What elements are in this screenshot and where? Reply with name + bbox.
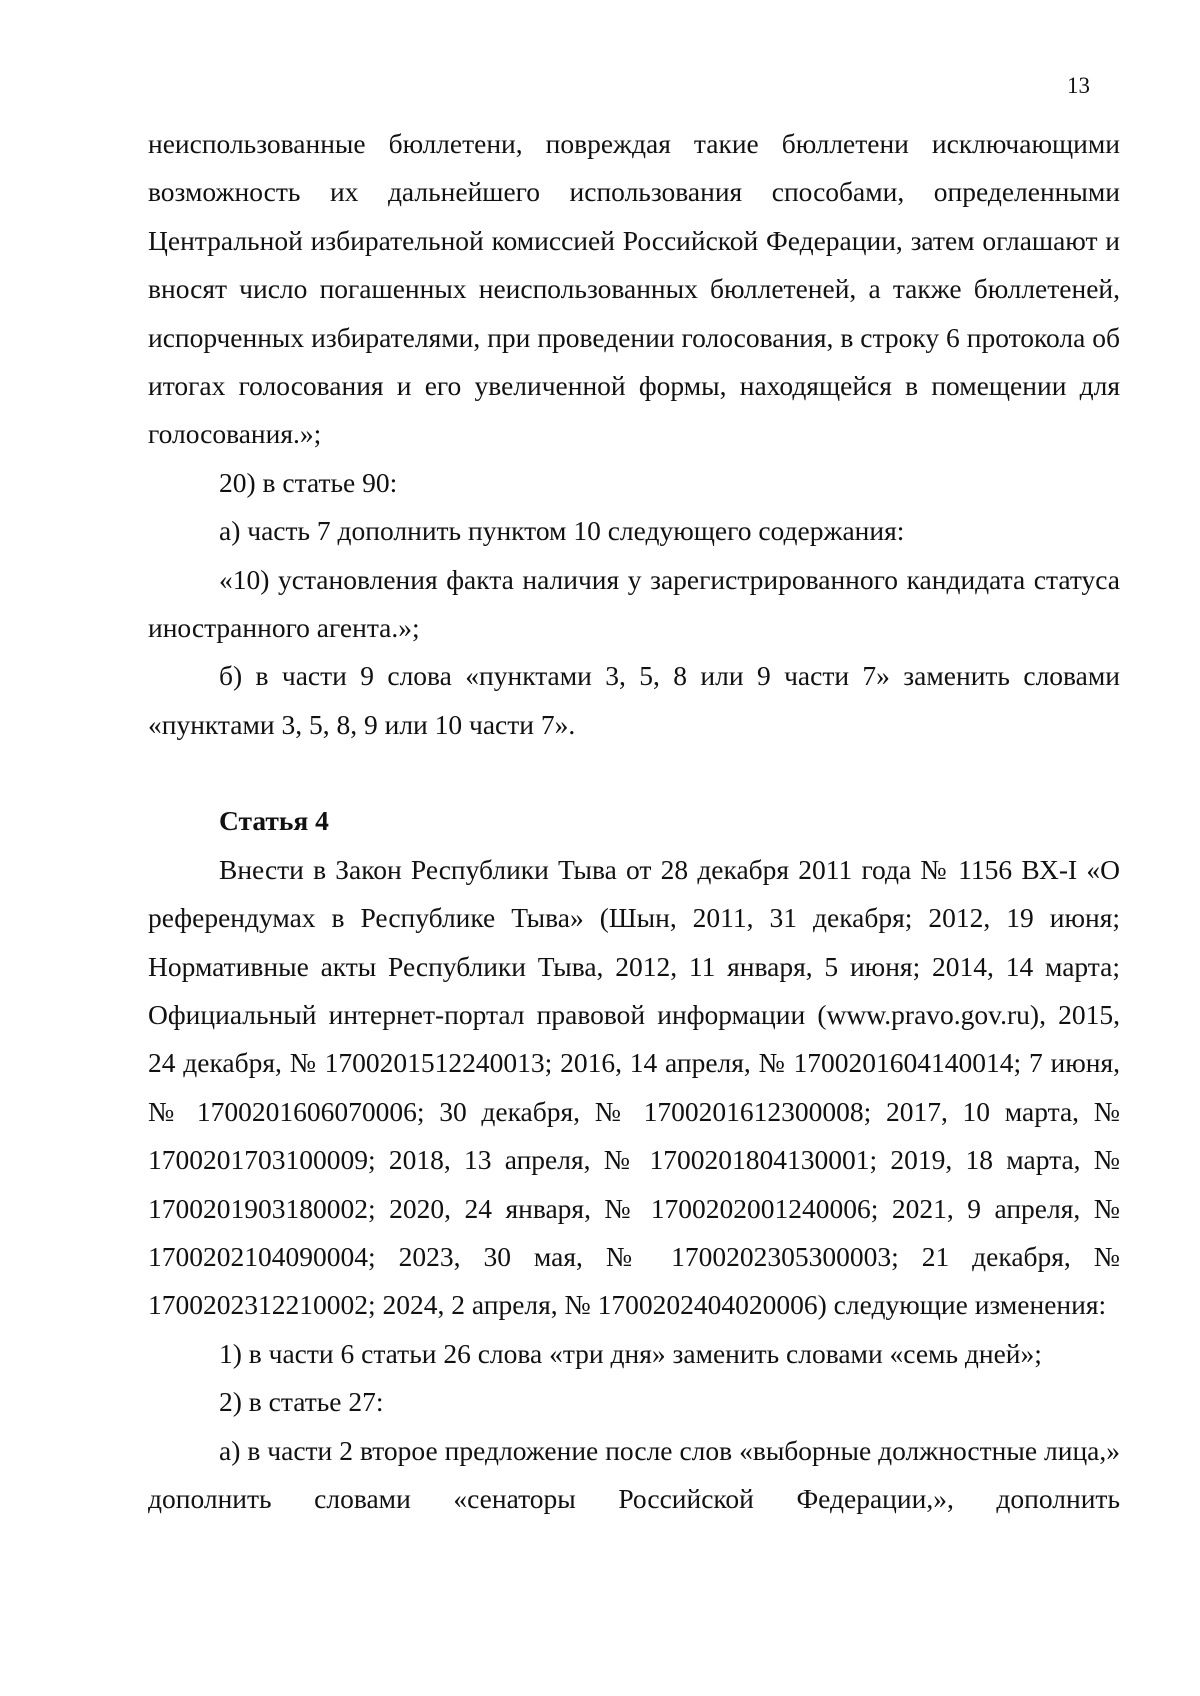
- paragraph-item-2: 2) в статье 27:: [219, 1386, 384, 1418]
- paragraph-subitem-a: а) часть 7 дополнить пунктом 10 следующего содержания:: [219, 515, 905, 547]
- paragraph-article-intro: Внести в Закон Республики Тыва от 28 декабря 2011 года № 1156 ВХ-I «О референдумах в Республике Тыва» (Шын, 2011, 31 декабря; 2012, 19 июня; Нормативные акты Республики Тыва, 2012, 11 января, 5 июня; 2014, 14 марта; Официальный интернет-портал правовой информации (www.pravo.gov.ru), 2015, 24 декабря, № 1700201512240013; 2016, 14 апреля, № 1700201604140014; 7 июня, № 1700201606070006; 30 декабря, № 1700201612300008; 2017, 10 марта, № 1700201703100009; 2018, 13 апреля, № 1700201804130001; 2019, 18 марта, № 1700201903180002; 2020, 24 января, № 1700202001240006; 2021, 9 апреля, № 1700202104090004; 2023, 30 мая, № 1700202305300003; 21 декабря, № 1700202312210002; 2024, 2 апреля, № 1700202404020006) следующие изменения:: [148, 853, 1120, 1321]
- paragraph-quote-10: «10) установления факта наличия у зарегистрированного кандидата статуса иностранного агента.»;: [148, 563, 1120, 644]
- document-body: [148, 120, 1120, 1523]
- page-number: 13: [1067, 73, 1090, 98]
- paragraph-subitem-a-2: а) в части 2 второе предложение после слов «выборные должностные лица,» дополнить словами «сенаторы Российской Федерации,», дополнить: [148, 1434, 1120, 1514]
- paragraph-continued: неиспользованные бюллетени, повреждая такие бюллетени исключающими возможность их дальнейшего использования способами, определенными Центральной избирательной комиссией Российской Федерации, затем оглашают и вносят число погашенных неиспользованных бюллетеней, а также бюллетеней, испорченных избирателями, при проведении голосования, в строку 6 протокола об итогах голосования и его увеличенной формы, находящейся в помещении для голосования.»;: [148, 128, 1120, 450]
- paragraph-item-1: 1) в части 6 статьи 26 слова «три дня» заменить словами «семь дней»;: [219, 1337, 1042, 1369]
- paragraph-item-20: 20) в статье 90:: [219, 466, 398, 498]
- section-spacer: [148, 749, 1120, 797]
- article-heading: Статья 4: [219, 805, 329, 837]
- paragraph-subitem-b: б) в части 9 слова «пунктами 3, 5, 8 или 9 части 7» заменить словами «пунктами 3, 5, 8, 9 или 10 части 7».: [148, 660, 1120, 740]
